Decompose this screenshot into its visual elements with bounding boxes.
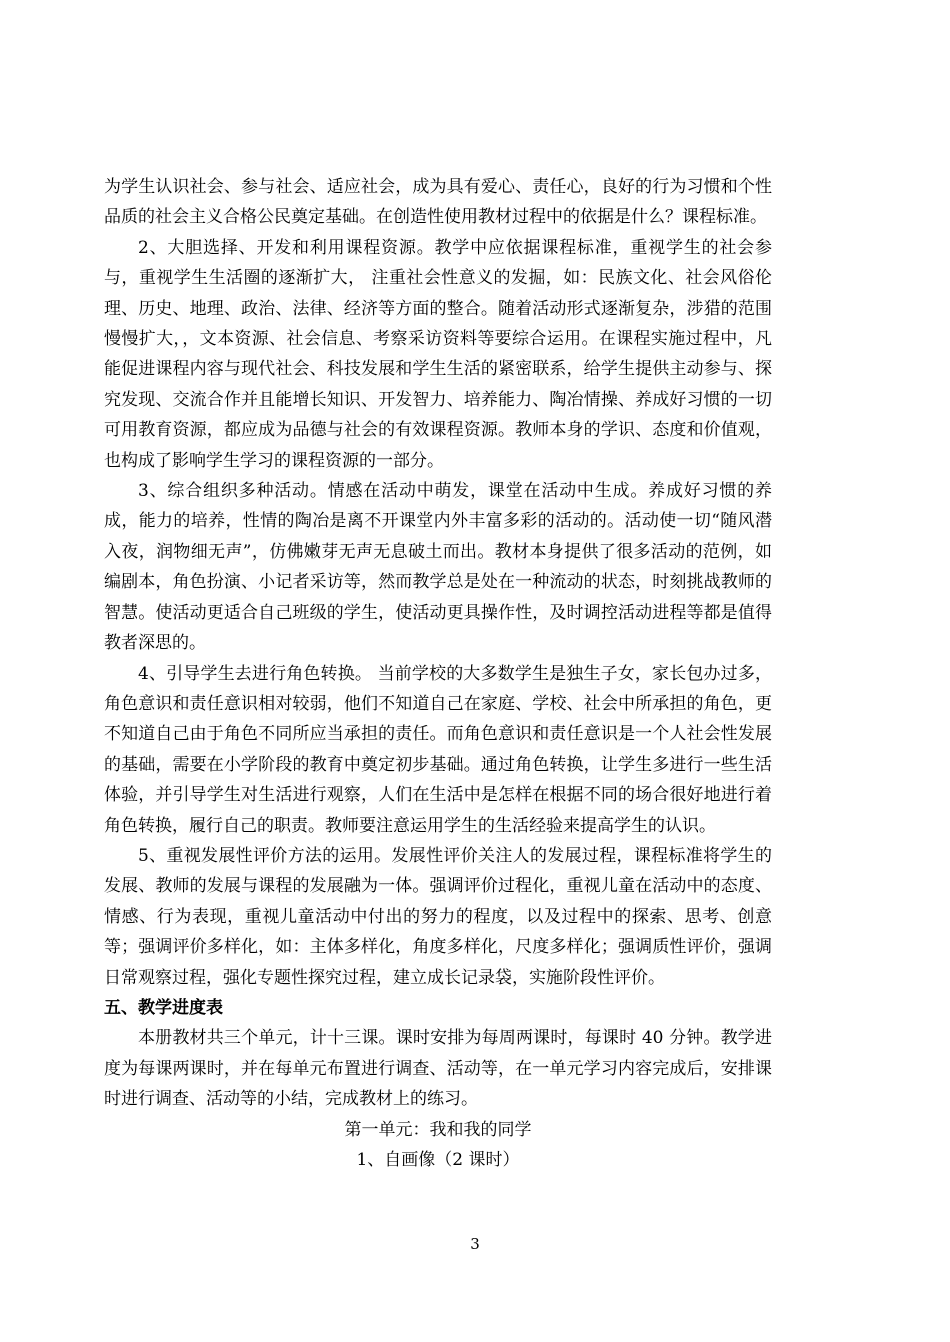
point-5-paragraph: 5、重视发展性评价方法的运用。发展性评价关注人的发展过程，课程标准将学生的发展、教师的发展与课程的发展融为一体。强调评价过程化，重视儿童在活动中的态度、情感、行为表现，重视儿童活动中付出的努力的程度，以及过程中的探索、思考、创意等；强调评价多样化，如：主体多样化，角度多样化，尺度多样化；强调质性评价，强调日常观察过程，强化专题性探究过程，建立成长记录袋，实施阶段性评价。 (104, 845, 772, 988)
intro-paragraph: 为学生认识社会、参与社会、适应社会，成为具有爱心、责任心，良好的行为习惯和个性品质的社会主义合格公民奠定基础。在创造性使用教材过程中的依据是什么？课程标准。 (104, 177, 772, 228)
unit-title: 第一单元：我和我的同学 (344, 1119, 532, 1140)
lesson-title: 1、自画像（2 课时） (356, 1150, 520, 1170)
point-4-paragraph: 4、引导学生去进行角色转换。 当前学校的大多数学生是独生子女，家长包办过多，角色意识和责任意识相对较弱，他们不知道自己在家庭、学校、社会中所承担的角色，更不知道自己由于角色不同所应当承担的责任。而角色意识和责任意识是一个人社会性发展的基础，需要在小学阶段的教育中奠定初步基础。通过角色转换，让学生多进行一些生活体验，并引导学生对生活进行观察，人们在生活中是怎样在根据不同的场合很好地进行着角色转换，履行自己的职责。教师要注意运用学生的生活经验来提高学生的认识。 (104, 663, 772, 836)
section-heading: 五、教学进度表 (104, 997, 223, 1018)
point-3-paragraph: 3、综合组织多种活动。情感在活动中萌发，课堂在活动中生成。养成好习惯的养成，能力的培养，性情的陶冶是离不开课堂内外丰富多彩的活动的。活动使一切“随风潜入夜，润物细无声”，仿佛嫩芽无声无息破土而出。教材本身提供了很多活动的范例，如编剧本，角色扮演、小记者采访等，然而教学总是处在一种流动的状态，时刻挑战教师的智慧。使活动更适合自己班级的学生，使活动更具操作性，及时调控活动进程等都是值得教者深思的。 (104, 481, 772, 654)
schedule-paragraph: 本册教材共三个单元，计十三课。课时安排为每周两课时，每课时 40 分钟。教学进度为每课两课时，并在每单元布置进行调查、活动等，在一单元学习内容完成后，安排课时进行调查、活动等的小结，完成教材上的练习。 (104, 1028, 772, 1110)
page-number: 3 (470, 1235, 480, 1253)
point-2-paragraph: 2、大胆选择、开发和利用课程资源。教学中应依据课程标准，重视学生的社会参与，重视学生生活圈的逐渐扩大， 注重社会性意义的发掘，如：民族文化、社会风俗伦理、历史、地理、政治、法律、经济等方面的整合。随着活动形式逐渐复杂，涉猎的范围慢慢扩大，，文本资源、社会信息、考察采访资料等要综合运用。在课程实施过程中，凡能促进课程内容与现代社会、科技发展和学生生活的紧密联系，给学生提供主动参与、探究发现、交流合作并且能增长知识、开发智力、培养能力、陶冶情操、养成好习惯的一切可用教育资源，都应成为品德与社会的有效课程资源。教师本身的学识、态度和价值观，也构成了影响学生学习的课程资源的一部分。 (104, 237, 772, 471)
document-body (104, 172, 772, 1175)
